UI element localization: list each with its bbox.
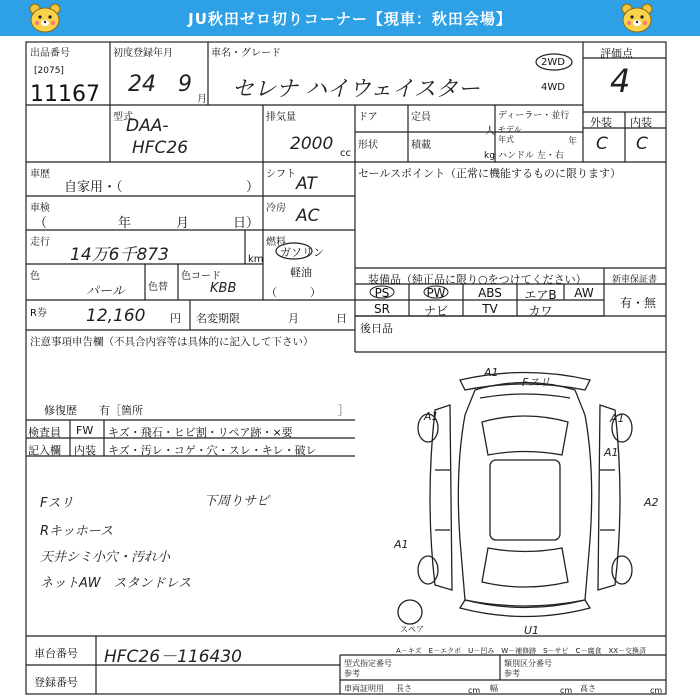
model-label: モデル bbox=[498, 125, 522, 134]
sales-point-label: セールスポイント（正常に機能するものに限ります） bbox=[358, 167, 622, 180]
warranty-label: 新車保証書 bbox=[612, 275, 658, 285]
dealer-label: ディーラー・並行 bbox=[498, 111, 570, 121]
mileage-unit: km bbox=[248, 254, 264, 265]
equip-sr: SR bbox=[374, 302, 390, 316]
length-unit: cm bbox=[468, 686, 481, 695]
type-label: 型式 bbox=[113, 112, 133, 123]
exterior-label: 外装 bbox=[590, 116, 612, 129]
model-year-unit: 年 bbox=[568, 137, 578, 147]
equip-aw: AW bbox=[574, 286, 594, 300]
fuel-diesel: 軽油 bbox=[290, 266, 312, 279]
diagram-note-2: Fスリ bbox=[522, 376, 551, 389]
mileage-value: 14万6千873 bbox=[70, 245, 169, 265]
width-label: 幅 bbox=[490, 684, 498, 693]
interior-check-label: 内装 bbox=[74, 444, 96, 457]
header-title: JU秋田ゼロ切りコーナー【現車：秋田会場】 bbox=[188, 9, 512, 28]
mileage-label: 走行 bbox=[30, 237, 50, 248]
shaken-label: 車検 bbox=[30, 203, 50, 214]
fw-label: FW bbox=[76, 424, 94, 437]
name-change-label: 名変期限 bbox=[196, 312, 240, 325]
shape-label: 形状 bbox=[358, 140, 378, 151]
grade-label: 評価点 bbox=[600, 47, 633, 60]
lot-small: [2075] bbox=[34, 66, 64, 76]
type-number-label: 型式指定番号 bbox=[344, 659, 392, 668]
warranty-value: 有・無 bbox=[620, 296, 657, 310]
interior-check-items: キズ・汚レ・コゲ・穴・スレ・キレ・破レ bbox=[108, 444, 317, 457]
equip-navi: ナビ bbox=[423, 304, 448, 318]
chassis-label: 車台番号 bbox=[34, 647, 78, 660]
equip-ps: PS bbox=[374, 286, 390, 300]
chassis-value: HFC26－116430 bbox=[104, 647, 242, 667]
grade-value: 4 bbox=[610, 62, 631, 100]
handnote-3: 天井シミ小穴・汚れ小 bbox=[40, 550, 171, 565]
equip-abs: ABS bbox=[478, 286, 502, 300]
displacement-unit: cc bbox=[340, 148, 351, 159]
height-label: 高さ bbox=[580, 684, 596, 693]
notes-label: 注意事項申告欄（不具合内容等は具体的に記入して下さい） bbox=[30, 336, 314, 348]
ac-label: 冷房 bbox=[266, 203, 286, 214]
type-number-ref: 参考 bbox=[344, 669, 360, 678]
repair-history: 修復歴 有［箇所 bbox=[44, 404, 143, 417]
diagram-note-8: U1 bbox=[524, 624, 540, 637]
equip-circle-marks bbox=[360, 285, 460, 299]
diagram-note-3: A1 bbox=[424, 410, 439, 423]
history-label: 車歴 bbox=[30, 169, 50, 180]
damage-legend: A－キズ E－エクボ U－凹み W－補修跡 S－サビ C－腐食 XX－交換済 bbox=[396, 647, 647, 655]
fuel-other: （ ） bbox=[266, 286, 321, 299]
color-change-label: 色替 bbox=[148, 282, 168, 293]
fuel-gas: ガソリン bbox=[280, 246, 324, 259]
spare-label: スペア bbox=[400, 625, 424, 634]
recycle-value: 12,160 bbox=[86, 306, 146, 326]
equip-pw: PW bbox=[426, 286, 446, 300]
diagram-note-4: A1 bbox=[610, 412, 625, 425]
lot-label: 出品番号 bbox=[30, 48, 70, 59]
length-label: 長さ bbox=[396, 684, 412, 693]
ac-value: AC bbox=[296, 206, 320, 226]
equip-airbag: エアB bbox=[524, 288, 557, 302]
reg-year: 24 bbox=[128, 72, 156, 97]
load-unit: kg bbox=[484, 151, 495, 161]
recycle-unit: 円 bbox=[170, 312, 181, 325]
reg-month-unit: 月 bbox=[197, 94, 207, 105]
inspector-label-2: 記入欄 bbox=[28, 444, 61, 457]
color-label: 色 bbox=[30, 271, 40, 282]
interior-label: 内装 bbox=[630, 116, 652, 129]
equip-tv: TV bbox=[482, 302, 498, 316]
reg-month: 9 bbox=[178, 72, 192, 97]
name-change-day: 日 bbox=[336, 312, 347, 325]
class-number-label: 類別区分番号 bbox=[504, 659, 552, 668]
fw-items: キズ・飛石・ヒビ割・リペア跡・×要 bbox=[108, 426, 293, 439]
load-label: 積載 bbox=[411, 140, 431, 151]
history-close: ） bbox=[246, 180, 260, 195]
shift-value: AT bbox=[296, 174, 317, 194]
diagram-note-6: A2 bbox=[644, 496, 659, 509]
interior-grade: C bbox=[636, 134, 648, 154]
history-value: 自家用・（ bbox=[64, 180, 123, 195]
color-code-value: KBB bbox=[210, 281, 237, 296]
shaken-year: 年 bbox=[118, 216, 132, 231]
shaken-open: （ bbox=[34, 216, 48, 231]
equip-leather: カワ bbox=[528, 304, 553, 318]
handnote-4: ネットAW スタンドレス bbox=[40, 576, 192, 591]
drive-2wd: 2WD bbox=[541, 57, 565, 68]
shaken-day: 日） bbox=[233, 216, 260, 231]
diagram-note-5: A1 bbox=[604, 446, 619, 459]
car-name-value: セレナ ハイウェイスター bbox=[232, 77, 480, 102]
exterior-grade: C bbox=[596, 134, 608, 154]
lot-number: 11167 bbox=[30, 82, 100, 107]
height-unit: cm bbox=[650, 686, 663, 695]
recycle-label: R券 bbox=[30, 308, 47, 319]
reg-label: 初度登録年月 bbox=[113, 48, 173, 59]
car-diagram bbox=[380, 360, 670, 635]
displacement-value: 2000 bbox=[290, 134, 334, 154]
repair-close: ］ bbox=[338, 404, 349, 417]
diagram-note-1: A1 bbox=[484, 366, 499, 379]
handnote-2: Rキッホース bbox=[40, 524, 114, 539]
car-name-label: 車名・グレード bbox=[211, 48, 281, 59]
handnote-5: 下周りサビ bbox=[204, 494, 270, 509]
drive-4wd: 4WD bbox=[541, 82, 565, 93]
vehicle-cert-label: 車両証明用 bbox=[344, 684, 384, 693]
rear-items-label: 後日品 bbox=[360, 322, 393, 335]
width-unit: cm bbox=[560, 686, 573, 695]
shaken-month: 月 bbox=[176, 216, 190, 231]
capacity-unit: 人 bbox=[485, 126, 495, 137]
type-value-2: HFC26 bbox=[132, 138, 189, 158]
type-value-1: DAA- bbox=[126, 116, 169, 136]
capacity-label: 定員 bbox=[411, 112, 431, 123]
inspector-label: 検査員 bbox=[28, 426, 61, 439]
color-value: パール bbox=[86, 284, 125, 299]
door-label: ドア bbox=[358, 112, 378, 123]
handle-label: ハンドル 左・右 bbox=[498, 151, 564, 161]
shift-label: シフト bbox=[266, 169, 296, 180]
model-year-label: 年式 bbox=[498, 135, 514, 144]
name-change-month: 月 bbox=[288, 312, 299, 325]
color-code-label: 色コード bbox=[181, 271, 221, 282]
equipment-label: 装備品（純正品に限り○をつけてください） bbox=[368, 273, 587, 286]
registration-label: 登録番号 bbox=[34, 676, 78, 689]
diagram-note-7: A1 bbox=[394, 538, 409, 551]
fuel-label: 燃料 bbox=[266, 237, 286, 248]
handnote-1: Fスリ bbox=[40, 496, 74, 511]
class-number-ref: 参考 bbox=[504, 669, 520, 678]
displacement-label: 排気量 bbox=[266, 112, 296, 123]
